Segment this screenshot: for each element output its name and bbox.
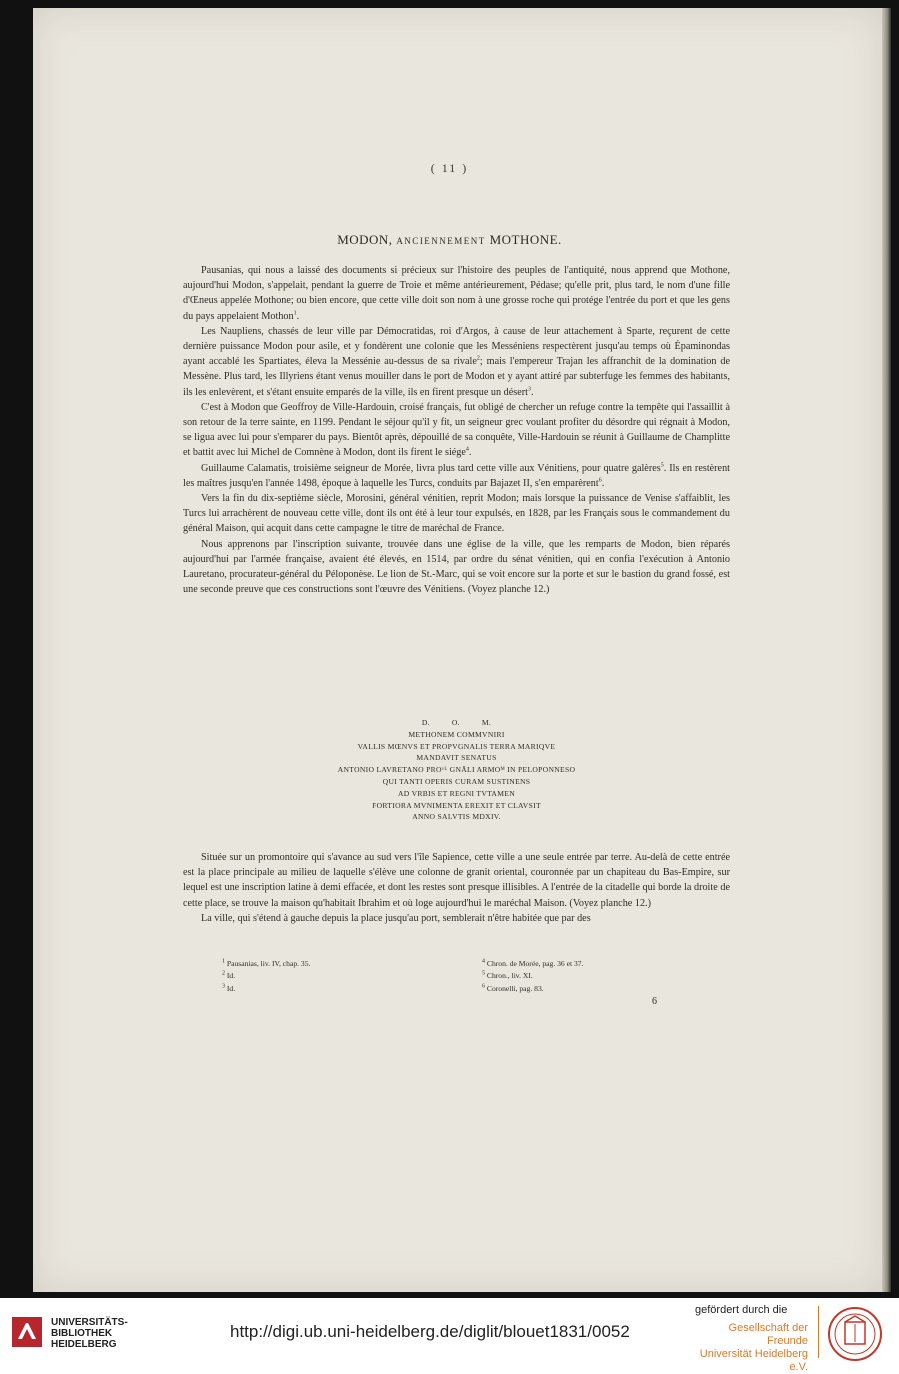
inscription-line: AD VRBIS ET REGNI TVTAMEN: [397, 788, 515, 798]
sponsor-name: Gesellschaft der Freunde Universität Heidelberg e.V.: [699, 1322, 808, 1373]
chapter-heading: [0, 232, 899, 248]
paragraph: C'est à Modon que Geoffroy de Ville-Hardouin, croisé français, fut obligé de chercher un refuge contre la tempête qui l'assaillit à son retour de la terre sainte, en 1199. Pendant le séjour qu'il y fit, un seigneur grec voulant profiter du désordre qui régnait à Modon, se ligua avec lui pour s'emparer du pays. Bientôt après, dépouillé de sa conquête, Ville-Hardouin se réunit à Guillaume de Champlitte et battit avec lui Michel de Comnène à Modon, dont ils firent le siége$^4$.: [183, 401, 730, 459]
university-seal-icon: [827, 1306, 883, 1362]
inscription-line: MANDAVIT SENATUS: [416, 753, 497, 763]
inscription-line: QUI TANTI OPERIS CURAM SUSTINENS: [382, 776, 531, 786]
inscription-line: ANTONIO LAVRETANO PROᵛᴸ GNĀLI ARMOᴹ IN PELOPONNESO: [337, 765, 576, 775]
inscription-line: FORTIORA MVNIMENTA EREXIT ET CLAVSIT: [372, 800, 541, 810]
printer-signature: 6: [652, 996, 657, 1007]
footer-divider: [818, 1306, 819, 1358]
book-spine-edge: [882, 8, 891, 1292]
paragraph: Vers la fin du dix-septième siècle, Morosini, général vénitien, reprit Modon; mais lorsque la puissance de Venise s'affaiblit, les Turcs lui arrachèrent de nouveau cette ville, dont ils ont été à leur tour expulsés, en 1828, par les Français sous le commandement du général Maison, qui acquit dans cette campagne le titre de maréchal de France.: [183, 493, 730, 535]
book-page: [33, 8, 882, 1292]
paragraph: Guillaume Calamatis, troisième seigneur de Morée, livra plus tard cette ville aux Vénitiens, pour quatre galères$^5$. Ils en restèrent les maîtres jusqu'en l'année 1498, époque à laquelle les Turcs, conduits par Bajazet II, s'en emparèrent$^6$.: [183, 462, 731, 489]
footer-bar: [0, 1298, 899, 1373]
footnotes-left: [222, 958, 472, 995]
paragraph: Située sur un promontoire qui s'avance au sud vers l'île Sapience, cette ville a une seule entrée par terre. Au-delà de cette entrée est la place principale au milieu de laquelle s'élève une colonne de granit oriental, couronnée par un chapiteau du Bas-Empire, sur lequel est une inscription latine à demi effacée, et dont les restes sont presque illisibles. A l'entrée de la citadelle qui borde la droite de cette place, se trouve la maison qu'habitait Ibrahim et où loge aujourd'hui le maréchal Maison. (Voyez planche 12.): [183, 852, 730, 909]
paragraph: Les Naupliens, chassés de leur ville par Démocratidas, roi d'Argos, à cause de leur attachement à Sparte, reçurent de cette dernière puissance Modon pour asile, et y fondèrent une colonie que les Messéniens respectèrent jusqu'au temps où Épaminondas ayant accablé les Spartiates, éleva la Messénie au-dessus de sa rivale$^2$; mais l'empereur Trajan les affranchit de la domination de Messène. Plus tard, les Illyriens étant venus mouiller dans le port de Modon et y ayant attiré par subterfuge les femmes des habitants, ils les enlevèrent, et s'étant ensuite emparés de la ville, ils en firent presque un désert$^3$.: [183, 325, 730, 398]
footnote: $^3$ Id.: [222, 983, 236, 993]
library-logo-icon: [12, 1317, 42, 1347]
inscription-line: D. O. M.: [421, 718, 492, 727]
funded-by-label: gefördert durch die: [695, 1304, 788, 1316]
paragraph: Pausanias, qui nous a laissé des documents si précieux sur l'histoire des peuples de l'antiquité, nous apprend que Mothone, aujourd'hui Modon, s'appelait, pendant la guerre de Troie et même antérieurement, Pédase; qu'elle prit, plus tard, le nom d'une fille d'Œneus appelée Mothone; ou bien encore, que cette ville doit son nom à une grosse roche qui protége l'entrée du port et que les gens du pays appelaient Mothon$^1$.: [183, 265, 730, 322]
inscription-line: METHONEM COMMVNIRI: [408, 729, 505, 739]
footnote: $^2$ Id.: [222, 970, 236, 981]
latin-inscription: [183, 717, 730, 823]
footnote: $^5$ Chron., liv. XI.: [482, 970, 533, 981]
inscription-line: VALLIS MŒNVS ET PROPVGNALIS TERRA MARIQVE: [357, 741, 556, 751]
inscription-line: ANNO SALVTIS MDXIV.: [412, 812, 501, 822]
heading-main-1: MODON,: [337, 232, 393, 247]
heading-main-2: MOTHONE.: [489, 232, 562, 247]
library-name: UNIVERSITÄTS- BIBLIOTHEK HEIDELBERG: [51, 1317, 128, 1350]
footnote: $^4$ Chron. de Morée, pag. 36 et 37.: [482, 958, 584, 968]
body-text-lower: [183, 850, 730, 926]
heading-small: ANCIENNEMENT: [396, 236, 486, 246]
paragraph: La ville, qui s'étend à gauche depuis la place jusqu'au port, semblerait n'être habitée que par des: [201, 912, 591, 924]
paragraph: Nous apprenons par l'inscription suivante, trouvée dans une église de la ville, que les remparts de Modon, bien réparés aujourd'hui par l'armée française, avaient été élevés, en 1514, par ordre du sénat vénitien, qui en confia l'exécution à Antonio Lauretano, procurateur-général du Péloponèse. Le lion de St.-Marc, qui se voit encore sur la porte et sur le bastion du grand fossé, est une seconde preuve que ces constructions sont l'œuvre des Vénitiens. (Voyez planche 12.): [183, 538, 730, 596]
footnotes-right: [482, 958, 732, 995]
permalink-url[interactable]: http://digi.ub.uni-heidelberg.de/diglit/blouet1831/0052: [230, 1322, 630, 1341]
footnote: $^6$ Coronelli, pag. 83.: [482, 983, 544, 993]
page-number: ( 11 ): [430, 161, 469, 175]
footnote: $^1$ Pausanias, liv. IV, chap. 35.: [222, 958, 311, 968]
body-text-upper: [183, 263, 730, 597]
